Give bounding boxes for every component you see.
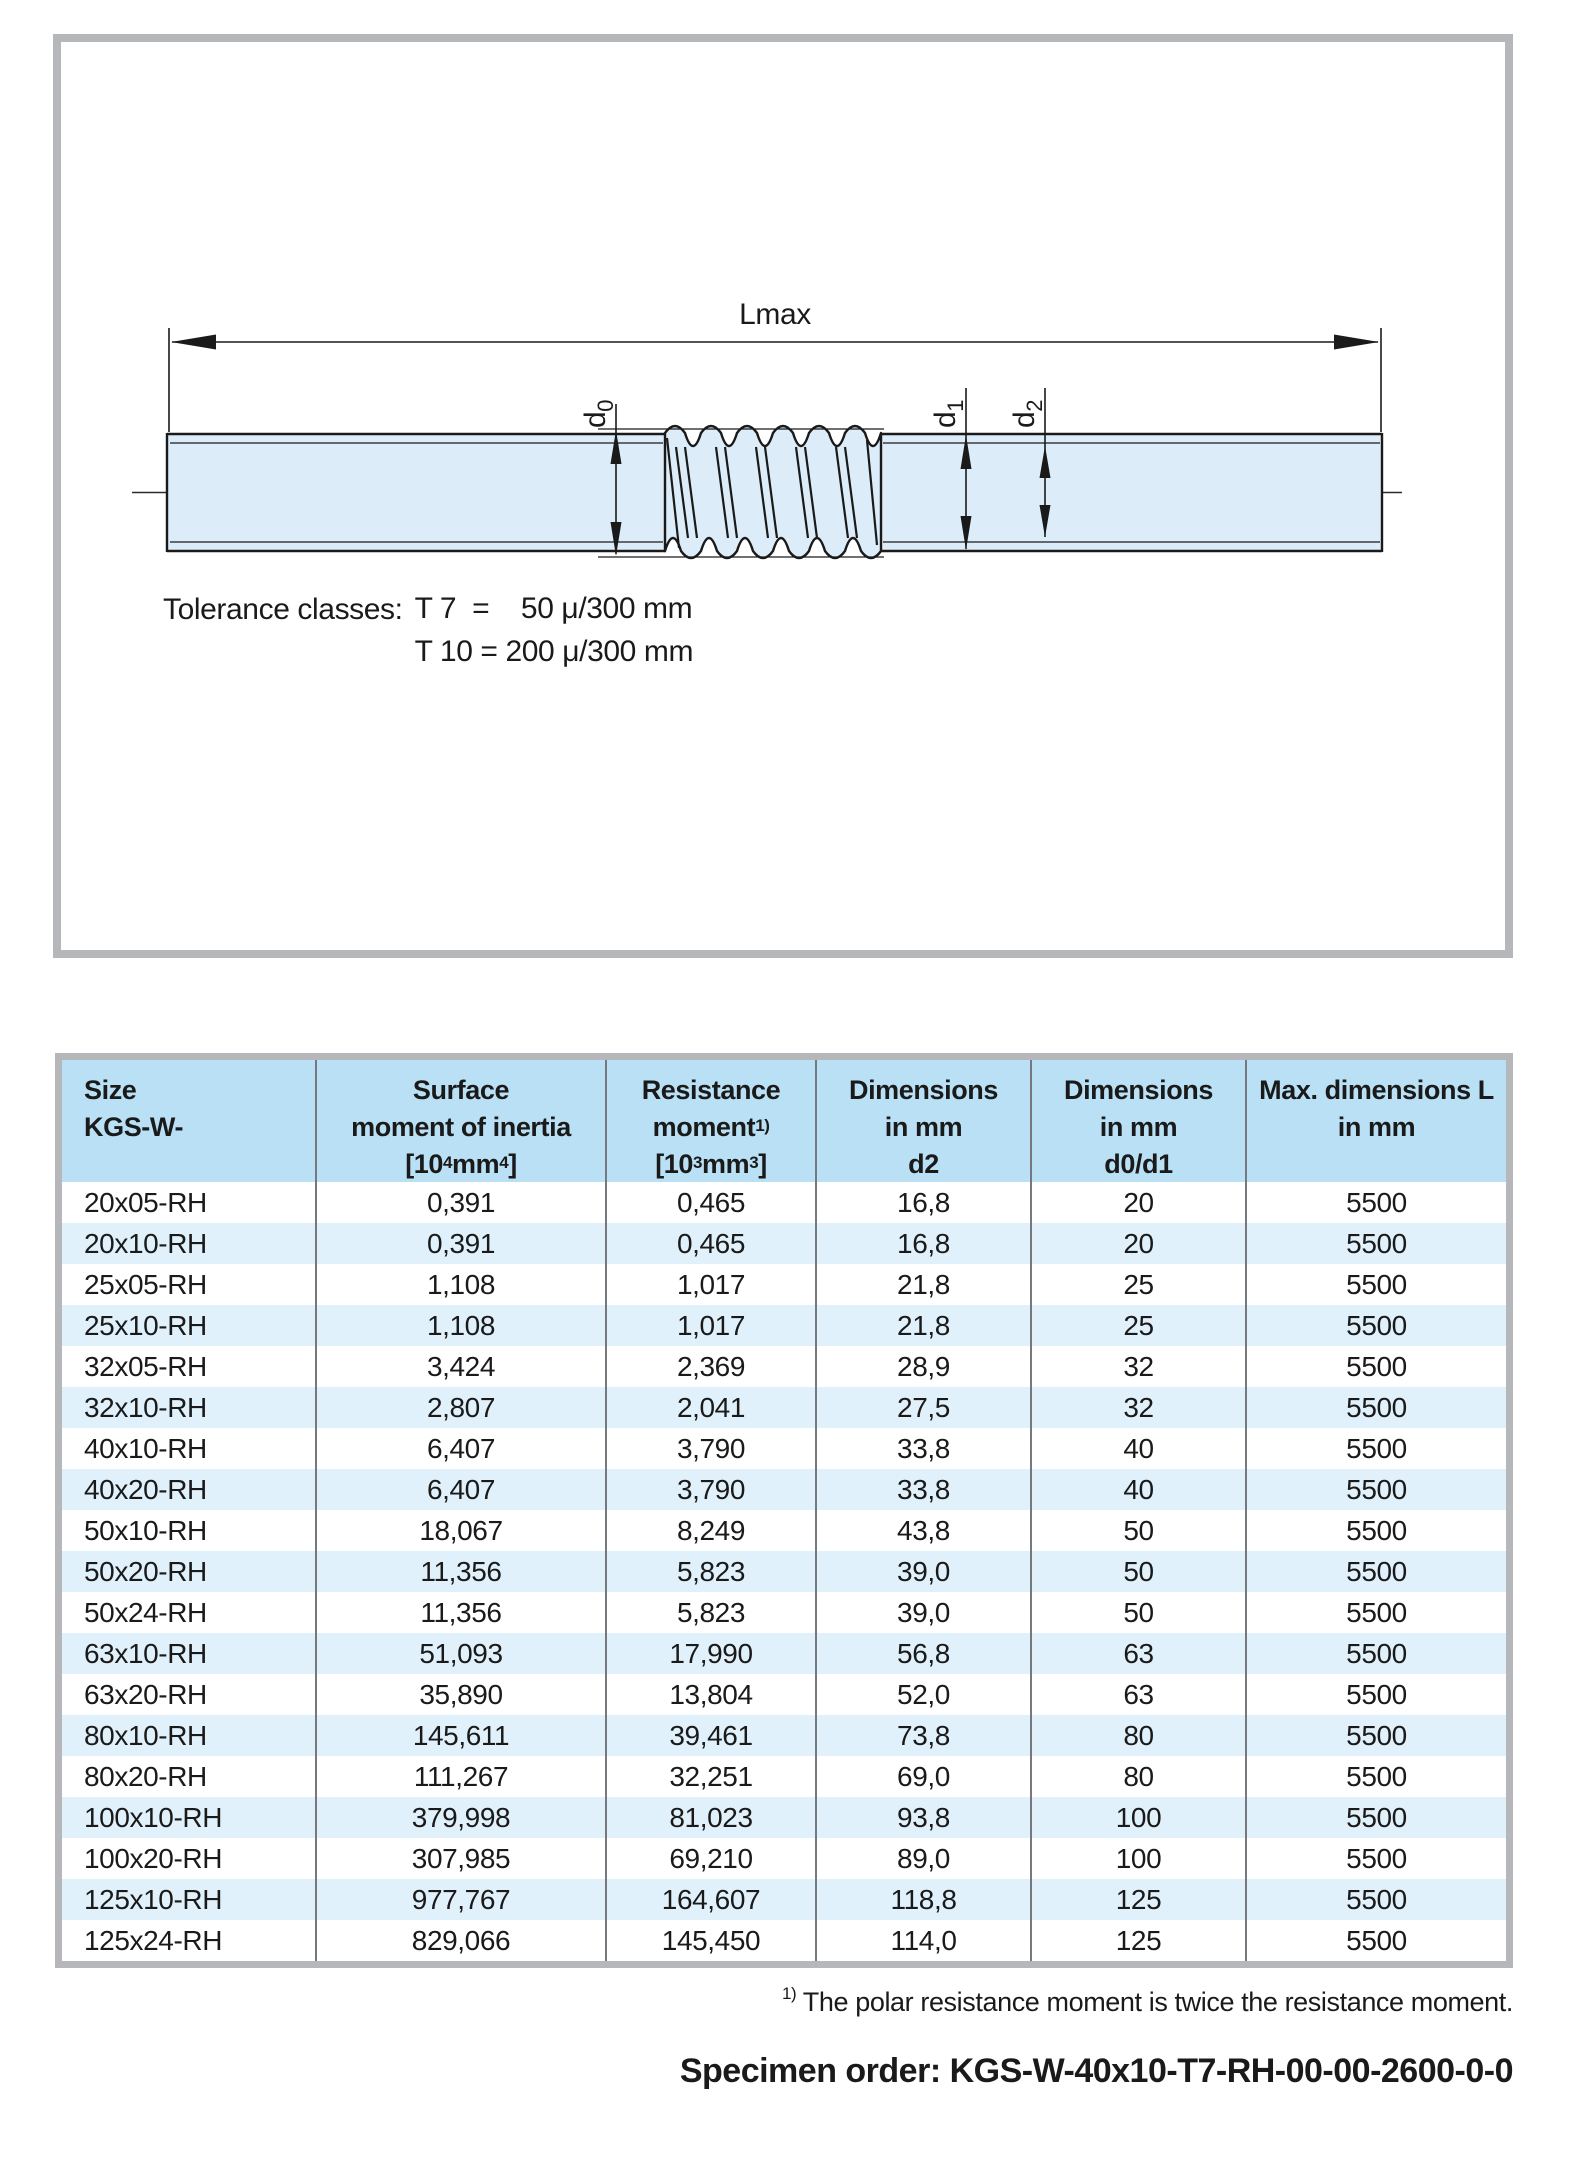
value-cell: 50 <box>1030 1551 1245 1592</box>
value-cell: 5500 <box>1245 1633 1506 1674</box>
value-cell: 3,790 <box>605 1428 815 1469</box>
value-cell: 3,424 <box>315 1346 605 1387</box>
value-cell: 73,8 <box>815 1715 1030 1756</box>
value-cell: 5,823 <box>605 1592 815 1633</box>
value-cell: 0,391 <box>315 1182 605 1223</box>
value-cell: 50 <box>1030 1510 1245 1551</box>
table-row <box>62 1346 1506 1387</box>
size-cell: 25x05-RH <box>84 1268 207 1300</box>
value-cell: 1,108 <box>315 1305 605 1346</box>
size-cell: 125x24-RH <box>84 1924 223 1956</box>
size-cell: 50x20-RH <box>84 1555 207 1587</box>
table-row <box>62 1387 1506 1428</box>
value-cell: 6,407 <box>315 1469 605 1510</box>
size-cell: 63x10-RH <box>84 1637 207 1669</box>
table-row <box>62 1264 1506 1305</box>
value-cell: 5500 <box>1245 1592 1506 1633</box>
specimen-order: Specimen order: KGS-W-40x10-T7-RH-00-00-2600-0-0 <box>679 2052 1513 2090</box>
value-cell: 21,8 <box>815 1305 1030 1346</box>
value-cell: 125 <box>1030 1920 1245 1961</box>
value-cell: 32 <box>1030 1346 1245 1387</box>
header-line: d0/d1 <box>1104 1149 1173 1179</box>
value-cell: 0,465 <box>605 1223 815 1264</box>
value-cell: 977,767 <box>315 1879 605 1920</box>
lmax-arrow-left <box>171 335 216 350</box>
header-cell-col4 <box>815 1060 1030 1182</box>
tolerance-line-t10: T 10 = 200 μ/300 mm <box>414 635 694 668</box>
value-cell: 6,407 <box>315 1428 605 1469</box>
header-line: moment of inertia <box>351 1112 571 1142</box>
header-line: Max. dimensions L <box>1259 1075 1494 1105</box>
value-cell: 5,823 <box>605 1551 815 1592</box>
header-cell-col3 <box>605 1060 815 1182</box>
header-line: Dimensions <box>848 1075 999 1105</box>
value-cell: 40 <box>1030 1469 1245 1510</box>
value-cell: 114,0 <box>815 1920 1030 1961</box>
table-row <box>62 1223 1506 1264</box>
size-cell: 100x20-RH <box>84 1842 223 1874</box>
tolerance-classes <box>163 592 693 669</box>
value-cell: 80 <box>1030 1715 1245 1756</box>
table-row <box>62 1592 1506 1633</box>
value-cell: 1,017 <box>605 1305 815 1346</box>
d2-label: $d_2$ <box>1008 399 1047 428</box>
size-cell: 50x24-RH <box>84 1596 207 1628</box>
value-cell: 0,391 <box>315 1223 605 1264</box>
value-cell: 5500 <box>1245 1551 1506 1592</box>
header-line: in mm <box>1337 1112 1416 1142</box>
header-cell-col6 <box>1245 1060 1506 1182</box>
size-cell: 63x20-RH <box>84 1678 207 1710</box>
value-cell: 11,356 <box>315 1551 605 1592</box>
value-cell: 32,251 <box>605 1756 815 1797</box>
value-cell: 33,8 <box>815 1469 1030 1510</box>
tolerance-heading: Tolerance classes: <box>163 593 403 626</box>
table-row <box>62 1756 1506 1797</box>
value-cell: 51,093 <box>315 1633 605 1674</box>
shaft-left <box>167 434 665 551</box>
size-cell: 40x20-RH <box>84 1473 207 1505</box>
lmax-arrow-right <box>1334 335 1379 350</box>
table-row <box>62 1633 1506 1674</box>
size-cell: 20x05-RH <box>84 1186 207 1218</box>
header-cell-col2 <box>315 1060 605 1182</box>
value-cell: 17,990 <box>605 1633 815 1674</box>
size-cell: 40x10-RH <box>84 1432 207 1464</box>
value-cell: 32 <box>1030 1387 1245 1428</box>
size-cell: 32x05-RH <box>84 1350 207 1382</box>
value-cell: 5500 <box>1245 1182 1506 1223</box>
value-cell: 5500 <box>1245 1756 1506 1797</box>
value-cell: 5500 <box>1245 1674 1506 1715</box>
tolerance-line-t7: T 7 = 50 μ/300 mm <box>414 592 693 625</box>
value-cell: 5500 <box>1245 1305 1506 1346</box>
thread-section <box>665 426 881 558</box>
table-row <box>62 1551 1506 1592</box>
value-cell: 5500 <box>1245 1920 1506 1961</box>
value-cell: 379,998 <box>315 1797 605 1838</box>
value-cell: 5500 <box>1245 1797 1506 1838</box>
value-cell: 8,249 <box>605 1510 815 1551</box>
value-cell: 39,0 <box>815 1592 1030 1633</box>
table-header-row <box>62 1060 1506 1182</box>
value-cell: 52,0 <box>815 1674 1030 1715</box>
value-cell: 5500 <box>1245 1838 1506 1879</box>
header-line: KGS-W- <box>84 1112 184 1142</box>
value-cell: 16,8 <box>815 1182 1030 1223</box>
header-line: moment $^{1)}$ <box>652 1112 770 1142</box>
header-line: in mm <box>884 1112 963 1142</box>
value-cell: 125 <box>1030 1879 1245 1920</box>
table-row <box>62 1674 1506 1715</box>
lmax-dimension <box>169 328 1381 432</box>
value-cell: 50 <box>1030 1592 1245 1633</box>
header-line: [10 $^3$ mm $^3$ ] <box>655 1149 767 1179</box>
value-cell: 16,8 <box>815 1223 1030 1264</box>
value-cell: 3,790 <box>605 1469 815 1510</box>
value-cell: 100 <box>1030 1838 1245 1879</box>
value-cell: 11,356 <box>315 1592 605 1633</box>
size-cell: 80x10-RH <box>84 1719 207 1751</box>
value-cell: 1,108 <box>315 1264 605 1305</box>
value-cell: 80 <box>1030 1756 1245 1797</box>
value-cell: 2,369 <box>605 1346 815 1387</box>
header-line: Size <box>84 1075 137 1105</box>
value-cell: 56,8 <box>815 1633 1030 1674</box>
lmax-label: Lmax <box>739 298 811 331</box>
size-cell: 20x10-RH <box>84 1227 207 1259</box>
value-cell: 118,8 <box>815 1879 1030 1920</box>
value-cell: 5500 <box>1245 1264 1506 1305</box>
size-cell: 100x10-RH <box>84 1801 223 1833</box>
table-row <box>62 1428 1506 1469</box>
header-line: Dimensions <box>1063 1075 1214 1105</box>
table-row <box>62 1182 1506 1223</box>
value-cell: 5500 <box>1245 1428 1506 1469</box>
footnote: $^{1)}$ The polar resistance moment is twice the resistance moment. <box>782 1984 1513 2017</box>
table-row <box>62 1469 1506 1510</box>
value-cell: 27,5 <box>815 1387 1030 1428</box>
table-row <box>62 1305 1506 1346</box>
d0-label: $d_0$ <box>579 399 618 428</box>
value-cell: 164,607 <box>605 1879 815 1920</box>
value-cell: 5500 <box>1245 1879 1506 1920</box>
value-cell: 21,8 <box>815 1264 1030 1305</box>
shaft-right <box>881 434 1382 551</box>
value-cell: 5500 <box>1245 1715 1506 1756</box>
value-cell: 307,985 <box>315 1838 605 1879</box>
value-cell: 25 <box>1030 1264 1245 1305</box>
value-cell: 5500 <box>1245 1223 1506 1264</box>
table-row <box>62 1510 1506 1551</box>
header-line: Surface <box>412 1075 510 1105</box>
value-cell: 5500 <box>1245 1346 1506 1387</box>
table-row <box>62 1920 1506 1961</box>
value-cell: 20 <box>1030 1223 1245 1264</box>
value-cell: 93,8 <box>815 1797 1030 1838</box>
value-cell: 111,267 <box>315 1756 605 1797</box>
value-cell: 89,0 <box>815 1838 1030 1879</box>
value-cell: 69,0 <box>815 1756 1030 1797</box>
specification-table <box>55 1053 1513 1968</box>
size-cell: 32x10-RH <box>84 1391 207 1423</box>
header-line: d2 <box>908 1149 939 1179</box>
table-row <box>62 1715 1506 1756</box>
value-cell: 63 <box>1030 1633 1245 1674</box>
size-cell: 25x10-RH <box>84 1309 207 1341</box>
value-cell: 5500 <box>1245 1387 1506 1428</box>
value-cell: 28,9 <box>815 1346 1030 1387</box>
table-row <box>62 1838 1506 1879</box>
value-cell: 2,041 <box>605 1387 815 1428</box>
spindle-drawing <box>0 0 1580 1010</box>
value-cell: 69,210 <box>605 1838 815 1879</box>
header-line: in mm <box>1099 1112 1178 1142</box>
header-line: Resistance <box>641 1075 781 1105</box>
value-cell: 25 <box>1030 1305 1245 1346</box>
value-cell: 829,066 <box>315 1920 605 1961</box>
value-cell: 39,0 <box>815 1551 1030 1592</box>
value-cell: 33,8 <box>815 1428 1030 1469</box>
value-cell: 145,611 <box>315 1715 605 1756</box>
value-cell: 13,804 <box>605 1674 815 1715</box>
value-cell: 100 <box>1030 1797 1245 1838</box>
value-cell: 18,067 <box>315 1510 605 1551</box>
table-row <box>62 1797 1506 1838</box>
value-cell: 81,023 <box>605 1797 815 1838</box>
value-cell: 63 <box>1030 1674 1245 1715</box>
value-cell: 43,8 <box>815 1510 1030 1551</box>
size-cell: 125x10-RH <box>84 1883 223 1915</box>
value-cell: 145,450 <box>605 1920 815 1961</box>
value-cell: 35,890 <box>315 1674 605 1715</box>
value-cell: 5500 <box>1245 1510 1506 1551</box>
value-cell: 5500 <box>1245 1469 1506 1510</box>
d1-label: $d_1$ <box>929 399 968 428</box>
value-cell: 1,017 <box>605 1264 815 1305</box>
value-cell: 40 <box>1030 1428 1245 1469</box>
size-cell: 80x20-RH <box>84 1760 207 1792</box>
header-line: [10 $^4$ mm $^4$ ] <box>405 1149 517 1179</box>
header-cell-col1 <box>62 1060 315 1182</box>
value-cell: 0,465 <box>605 1182 815 1223</box>
value-cell: 39,461 <box>605 1715 815 1756</box>
header-cell-col5 <box>1030 1060 1245 1182</box>
value-cell: 2,807 <box>315 1387 605 1428</box>
value-cell: 20 <box>1030 1182 1245 1223</box>
table-row <box>62 1879 1506 1920</box>
size-cell: 50x10-RH <box>84 1514 207 1546</box>
